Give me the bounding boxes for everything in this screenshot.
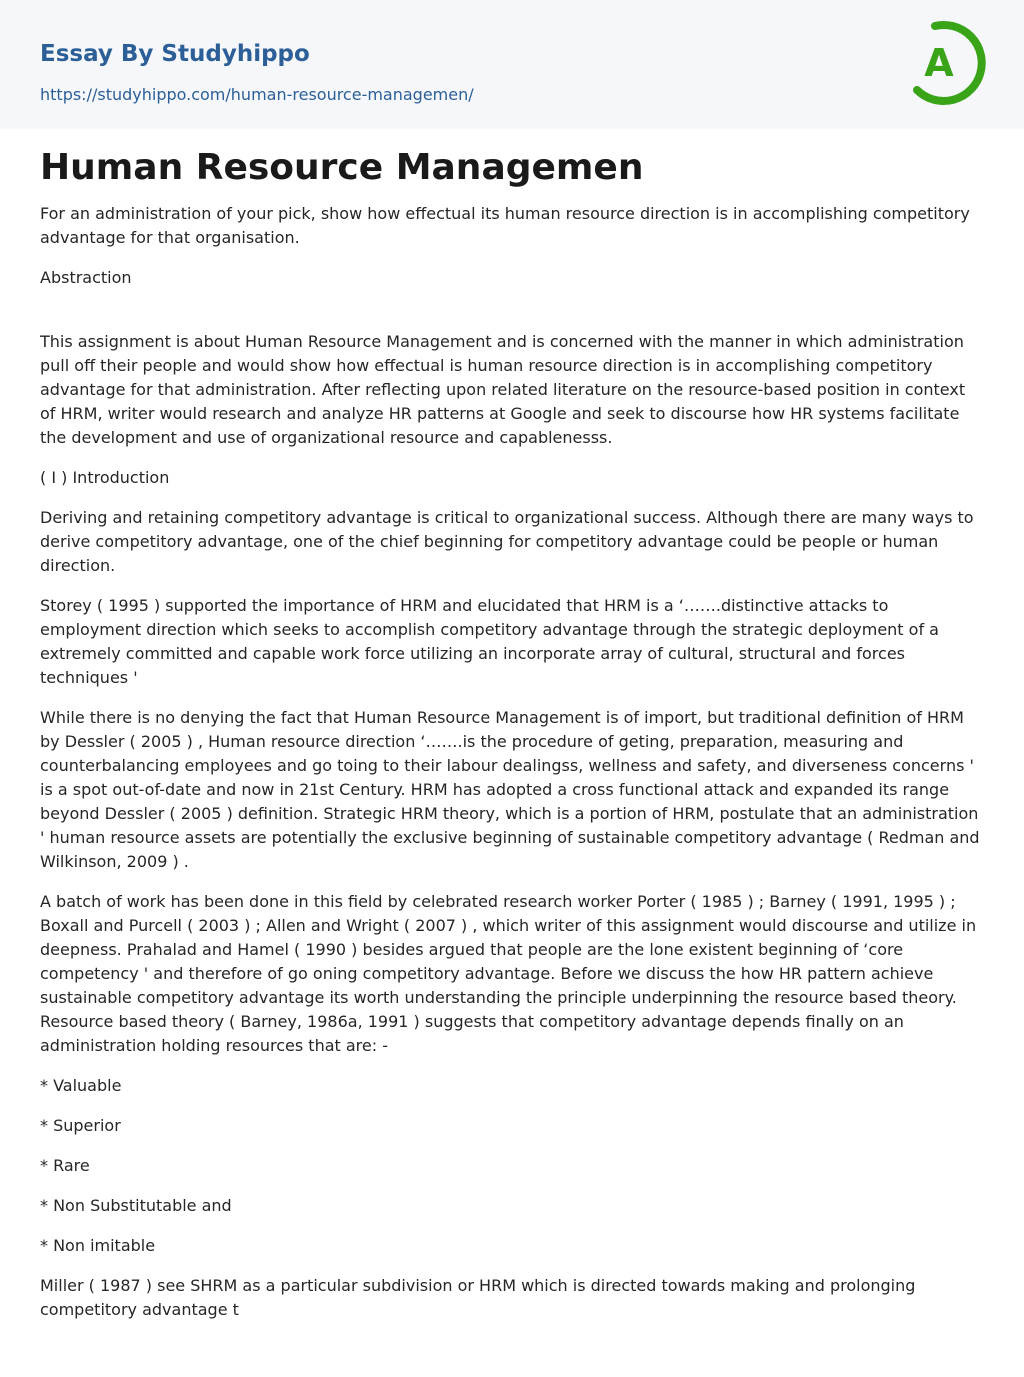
essay-title: Human Resource Managemen	[40, 147, 644, 188]
essay-paragraph: Deriving and retaining competitory advantage is critical to organizational success. Although there are many ways to derive competitory advantage, one of the chief beginning for competitory advantage could be people or human direction.	[40, 508, 974, 575]
site-brand-link[interactable]: Essay By Studyhippo	[40, 41, 310, 67]
list-item: * Non imitable	[40, 1236, 156, 1255]
site-header	[0, 0, 1024, 129]
essay-paragraph: While there is no denying the fact that Human Resource Management is of import, but traditional definition of HRM by Dessler ( 2005 ) , Human resource direction ‘…….is the procedure of geting, preparation, measuring and counterbalancing employees and go toing to their labour dealingss, wellness and safety, and diverseness concerns ' is a spot out-of-date and now in 21st Century. HRM has adopted a cross functional attack and expanded its range beyond Dessler ( 2005 ) definition. Strategic HRM theory, which is a portion of HRM, postulate that an administration ' human resource assets are potentially the exclusive beginning of sustainable competitory advantage ( Redman and Wilkinson, 2009 ) .	[40, 708, 980, 871]
spacer	[40, 306, 984, 330]
list-item: * Rare	[40, 1156, 90, 1175]
essay-paragraph: Storey ( 1995 ) supported the importance of HRM and elucidated that HRM is a ‘…….distinctive attacks to employment direction which seeks to accomplish competitory advantage through the strategic deployment of a extremely committed and capable work force utilizing an incorporate array of cultural, structural and forces techniques '	[40, 596, 939, 687]
section-heading-abstraction: Abstraction	[40, 268, 132, 287]
list-item: * Valuable	[40, 1076, 122, 1095]
studyhippo-logo[interactable]	[909, 18, 989, 106]
essay-url-link[interactable]: https://studyhippo.com/human-resource-managemen/	[40, 85, 474, 104]
essay-paragraph: Miller ( 1987 ) see SHRM as a particular subdivision or HRM which is directed towards making and prolonging competitory advantage t	[40, 1276, 916, 1319]
essay-content	[0, 129, 1024, 1322]
list-item: * Non Substitutable and	[40, 1196, 232, 1215]
essay-paragraph: A batch of work has been done in this field by celebrated research worker Porter ( 1985 ) ; Barney ( 1991, 1995 ) ; Boxall and Purcell ( 2003 ) ; Allen and Wright ( 2007 ) , which writer of this assignment would discourse and utilize in deepness. Prahalad and Hamel ( 1990 ) besides argued that people are the lone existent beginning of ‘core competency ' and therefore of go oning competitory advantage. Before we discuss the how HR pattern achieve sustainable competitory advantage its worth understanding the principle underpinning the resource based theory. Resource based theory ( Barney, 1986a, 1991 ) suggests that competitory advantage depends finally on an administration holding resources that are: -	[40, 892, 977, 1055]
logo-letter: A	[924, 41, 954, 85]
section-heading-introduction: ( I ) Introduction	[40, 468, 170, 487]
essay-paragraph: For an administration of your pick, show how effectual its human resource direction is in accomplishing competitory advantage for that organisation.	[40, 204, 970, 247]
essay-paragraph: This assignment is about Human Resource Management and is concerned with the manner in which administration pull off their people and would show how effectual is human resource direction is in accomplishing competitory advantage for that administration. After reflecting upon related literature on the resource-based position in context of HRM, writer would research and analyze HR patterns at Google and seek to discourse how HR systems facilitate the development and use of organizational resource and capablenesss.	[40, 332, 966, 447]
logo-a-icon	[909, 18, 989, 106]
list-item: * Superior	[40, 1116, 121, 1135]
